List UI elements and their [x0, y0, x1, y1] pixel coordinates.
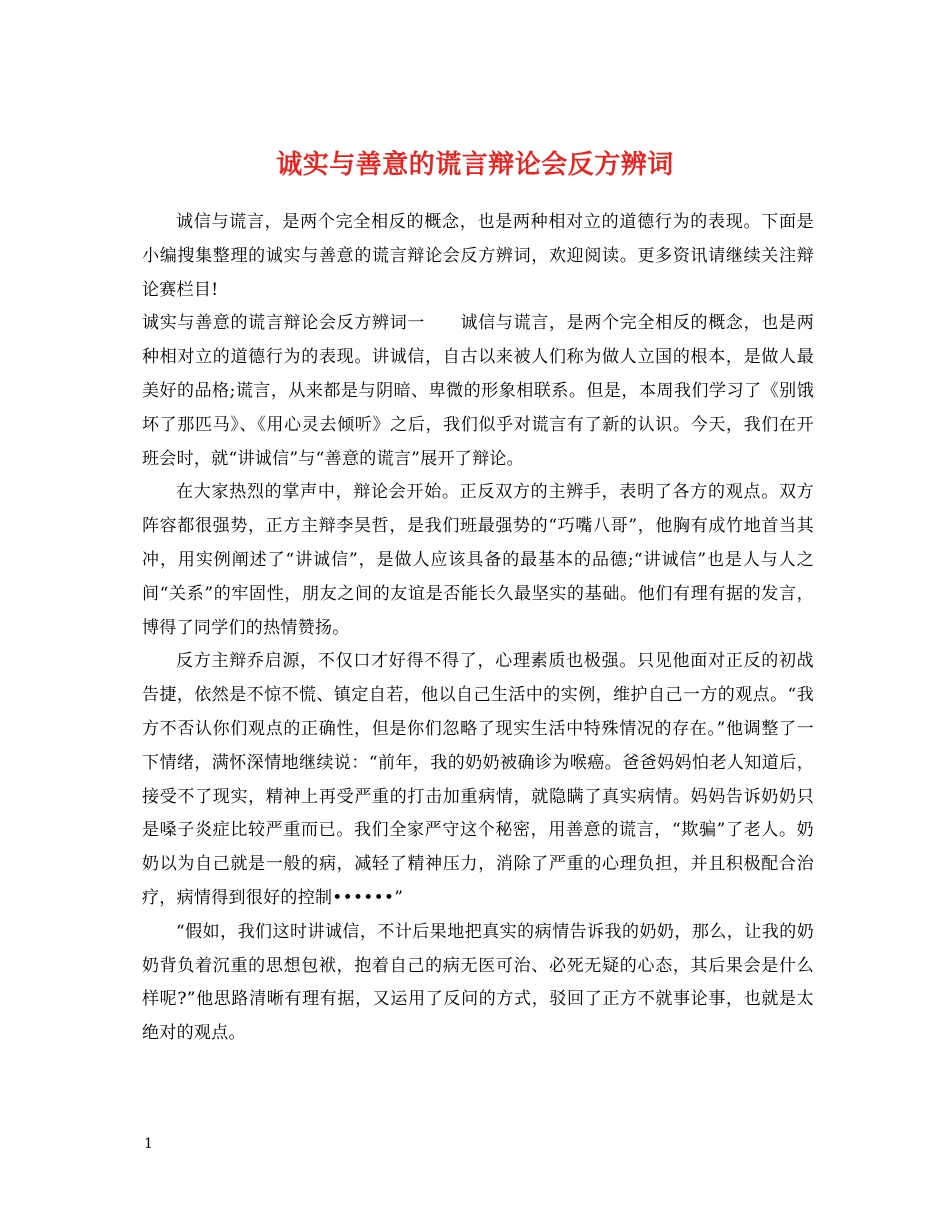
document-title: 诚实与善意的谎言辩论会反方辨词: [276, 150, 674, 181]
document-body: [142, 206, 814, 1051]
page-number: 1: [144, 1136, 153, 1152]
paragraph-debate-start: 在大家热烈的掌声中，辩论会开始。正反双方的主辨手，表明了各方的观点。双方阵容都很强势，正方主辩李昊哲，是我们班最强势的“巧嘴八哥”，他胸有成竹地首当其冲，用实例阐述了“讲诚信”，是做人应该具备的最基本的品德;“讲诚信”也是人与人之间“关系”的牢固性，朋友之间的友谊是否能长久最坚实的基础。他们有理有据的发言，博得了同学们的热情赞扬。: [142, 482, 814, 638]
paragraph-rhetorical-question: “假如，我们这时讲诚信，不计后果地把真实的病情告诉我的奶奶，那么，让我的奶奶背负着沉重的思想包袱，抱着自己的病无医可治、必死无疑的心态，其后果会是什么样呢?”他思路清晰有理有据，又运用了反问的方式，驳回了正方不就事论事，也就是太绝对的观点。: [142, 921, 814, 1044]
paragraph-section-one: 诚实与善意的谎言辩论会反方辨词一 诚信与谎言，是两个完全相反的概念，也是两种相对立的道德行为的表现。讲诚信，自古以来被人们称为做人立国的根本，是做人最美好的品格;谎言，从来都是与阴暗、卑微的形象相联系。但是，本周我们学习了《别饿坏了那匹马》、《用心灵去倾听》之后，我们似乎对谎言有了新的认识。今天，我们在开班会时，就“讲诚信”与“善意的谎言”展开了辩论。: [142, 313, 814, 469]
paragraph-opposition-argument: 反方主辩乔启源，不仅口才好得不得了，心理素质也极强。只见他面对正反的初战告捷，依然是不惊不慌、镇定自若，他以自己生活中的实例，维护自己一方的观点。“我方不否认你们观点的正确性，但是你们忽略了现实生活中特殊情况的存在。”他调整了一下情绪，满怀深情地继续说：“前年，我的奶奶被确诊为喉癌。爸爸妈妈怕老人知道后，接受不了现实，精神上再受严重的打击加重病情，就隐瞒了真实病情。妈妈告诉奶奶只是嗓子炎症比较严重而已。我们全家严守这个秘密，用善意的谎言，“欺骗”了老人。奶奶以为自己就是一般的病，减轻了精神压力，消除了严重的心理负担，并且积极配合治疗，病情得到很好的控制••••••”: [142, 651, 814, 908]
paragraph-intro: 诚信与谎言，是两个完全相反的概念，也是两种相对立的道德行为的表现。下面是小编搜集整理的诚实与善意的谎言辩论会反方辨词，欢迎阅读。更多资讯请继续关注辩论赛栏目!: [142, 212, 814, 300]
